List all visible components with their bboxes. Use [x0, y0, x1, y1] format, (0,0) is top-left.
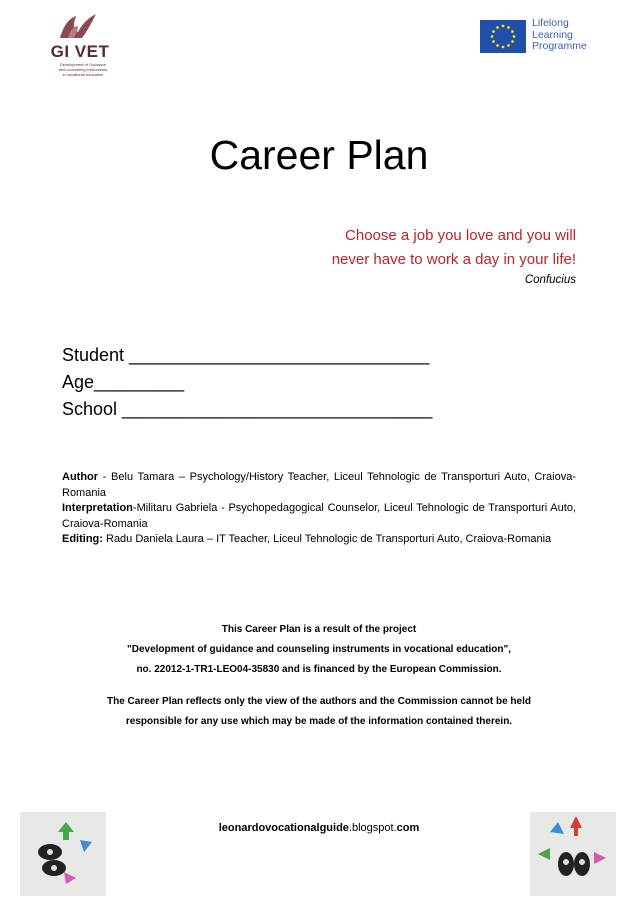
quote-line-1: Choose a job you love and you will: [345, 227, 576, 244]
gi-vet-bird-mark-icon: [56, 12, 100, 42]
gi-vet-logo: [38, 12, 122, 77]
age-field: Age_________: [62, 372, 185, 392]
school-field: School _______________________________: [62, 399, 433, 419]
project-statement: This Career Plan is a result of the project "Development of guidance and counseling instruments in vocational education", no. 22012-1-TR1-LEO04-35830 and is financed by the European Commission.: [127, 624, 511, 675]
quote-block: [332, 224, 576, 286]
quote-line-2: never have to work a day in your life!: [331, 251, 576, 268]
author-credit: Author - Belu Tamara – Psychology/History Teacher, Liceul Tehnologic de Transporturi Auto, Craiova-Romania: [62, 471, 576, 499]
page-title: Career Plan: [209, 132, 429, 178]
disclaimer: The Career Plan reflects only the view of the authors and the Commission cannot be held responsible for any use which may be made of the information contained therein.: [107, 696, 531, 727]
footer-website-link[interactable]: leonardovocationalguide.blogspot.com: [218, 822, 420, 834]
lifelong-learning-text: Lifelong Learning Programme: [532, 17, 587, 52]
student-field: Student ______________________________: [62, 345, 430, 365]
student-fields: [62, 342, 432, 423]
credits-block: [62, 470, 576, 548]
lifelong-learning-logo: [480, 18, 600, 58]
editing-credit: Editing: Radu Daniela Laura – IT Teacher, Liceul Tehnologic de Transporturi Auto, Craiova-Romania: [62, 533, 552, 545]
quote-author: Confucius: [524, 274, 576, 286]
eu-flag-icon: [480, 20, 526, 53]
interpretation-credit: Interpretation-Militaru Gabriela - Psychopedagogical Counselor, Liceul Tehnologic de Transporturi Auto, Craiova-Romania: [62, 502, 576, 530]
gi-vet-logo-text: GI VET: [50, 42, 110, 61]
gi-vet-logo-tagline: Development of Guidance and counseling instruments in vocational education: [58, 62, 108, 77]
